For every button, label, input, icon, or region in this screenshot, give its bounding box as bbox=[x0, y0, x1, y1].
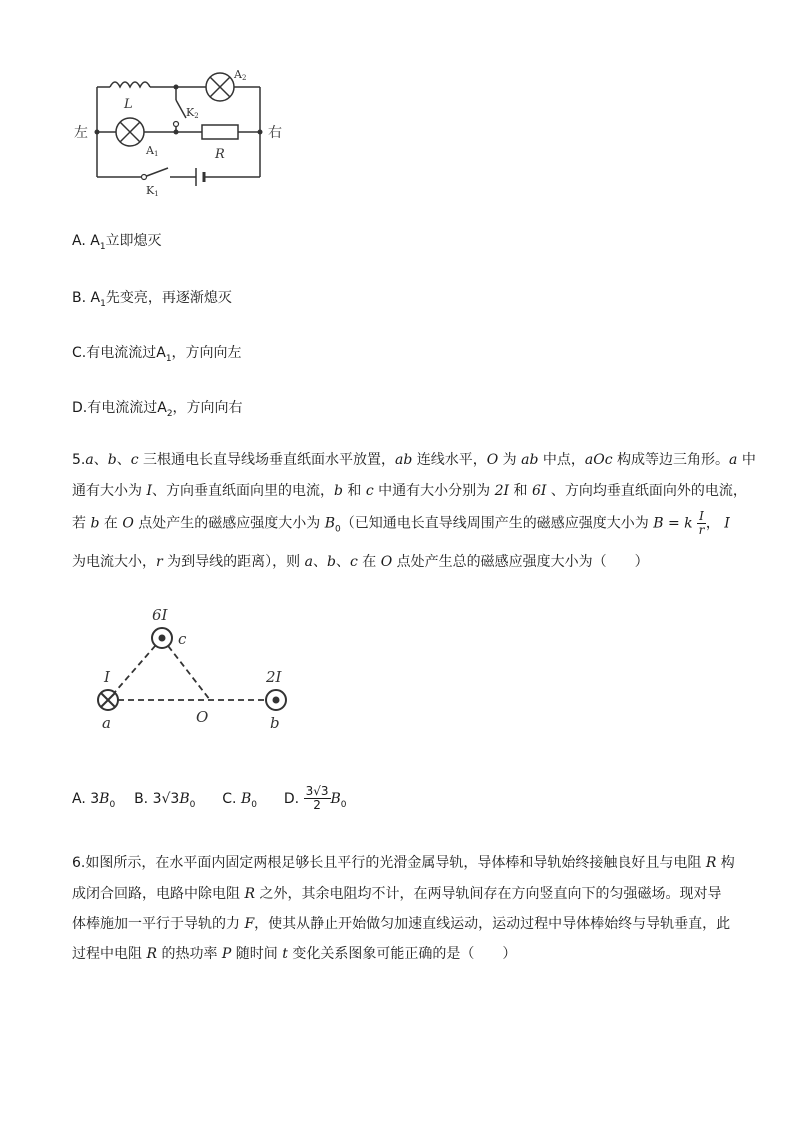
q4-option-d: D.有电流流过$A_2$，方向向右 bbox=[72, 400, 243, 419]
lamp-a1 bbox=[116, 118, 144, 146]
formula-fraction: $\frac{I}{r}$ bbox=[698, 509, 705, 537]
option-d-fraction: $\frac{3√3}{2}$ bbox=[305, 784, 329, 812]
q4-option-a: A. $A_1$立即熄灭 bbox=[72, 233, 162, 252]
wire-b-current: 2I bbox=[266, 668, 282, 686]
q5-option-b: B. $3√3B_0$ bbox=[134, 790, 196, 810]
wire-a-label: a bbox=[102, 714, 111, 732]
q5-line-2: 通有大小为 I、方向垂直纸面向里的电流，b 和 c 中通有大小分别为 2I 和 6I 、方向均垂直纸面向外的电流， bbox=[72, 483, 747, 499]
lamp-a2 bbox=[206, 73, 234, 101]
wire-b-label: b bbox=[270, 714, 280, 732]
q6-line-3: 体棒施加一平行于导轨的力 F，使其从静止开始做匀加速直线运动，运动过程中导体棒始终与导轨垂直，此 bbox=[72, 916, 731, 932]
q6-line-1: 6.如图所示，在水平面内固定两根足够长且平行的光滑金属导轨，导体棒和导轨始终接触良好且与电阻 R 构 bbox=[72, 855, 735, 871]
wire-a-current: I bbox=[104, 668, 110, 686]
q5-line-4: 为电流大小，r 为到导线的距离），则 a、b、c 在 O 点处产生总的磁感应强度大小为（ ） bbox=[72, 554, 649, 570]
inductor-label: L bbox=[124, 97, 133, 112]
q4-option-b: B. $A_1$先变亮，再逐渐熄灭 bbox=[72, 290, 232, 309]
circuit-diagram bbox=[70, 62, 310, 212]
q6-line-4: 过程中电阻 R 的热功率 P 随时间 t 变化关系图象可能正确的是（ ） bbox=[72, 946, 517, 962]
q5-option-c: C. $B_0$ bbox=[222, 790, 257, 810]
wire-triangle-diagram bbox=[88, 600, 308, 750]
right-label: 右 bbox=[268, 125, 282, 141]
inductor-coil bbox=[110, 82, 150, 87]
q4-option-c: C.有电流流过$A_1$，方向向左 bbox=[72, 345, 242, 364]
wire-c-label: c bbox=[178, 630, 187, 648]
wire-c-current: 6I bbox=[152, 606, 168, 624]
point-o-label: O bbox=[196, 708, 209, 726]
wire-a-in bbox=[98, 690, 118, 710]
q5-line-3: 若 b 在 O 点处产生的磁感应强度大小为 $B_0$（已知通电长直导线周围产生的磁感应强度大小为 B = k $\frac{I}{r}$ ， I bbox=[72, 509, 730, 537]
resistor bbox=[202, 125, 238, 139]
q5-options bbox=[72, 785, 347, 812]
left-label: 左 bbox=[74, 125, 88, 141]
q5-line-1: 5.a、b、c 三根通电长直导线场垂直纸面水平放置，ab 连线水平，O 为 ab 中点，aOc 构成等边三角形。a 中 bbox=[72, 452, 756, 468]
battery bbox=[196, 168, 204, 186]
q6-line-2: 成闭合回路，电路中除电阻 R 之外，其余电阻均不计，在两导轨间存在方向竖直向下的匀强磁场。现对导 bbox=[72, 886, 722, 902]
q5-option-d: D. $\frac{3√3}{2}$ $B_0$ bbox=[283, 784, 347, 812]
q5-option-a: A. $3B_0$ bbox=[72, 790, 116, 810]
switch-k1-label: K1 bbox=[146, 184, 159, 198]
switch-k2-label: K2 bbox=[186, 106, 199, 120]
lamp-a2-label: A2 bbox=[234, 68, 247, 82]
lamp-a1-label: A1 bbox=[146, 144, 159, 158]
resistor-label: R bbox=[215, 147, 225, 162]
